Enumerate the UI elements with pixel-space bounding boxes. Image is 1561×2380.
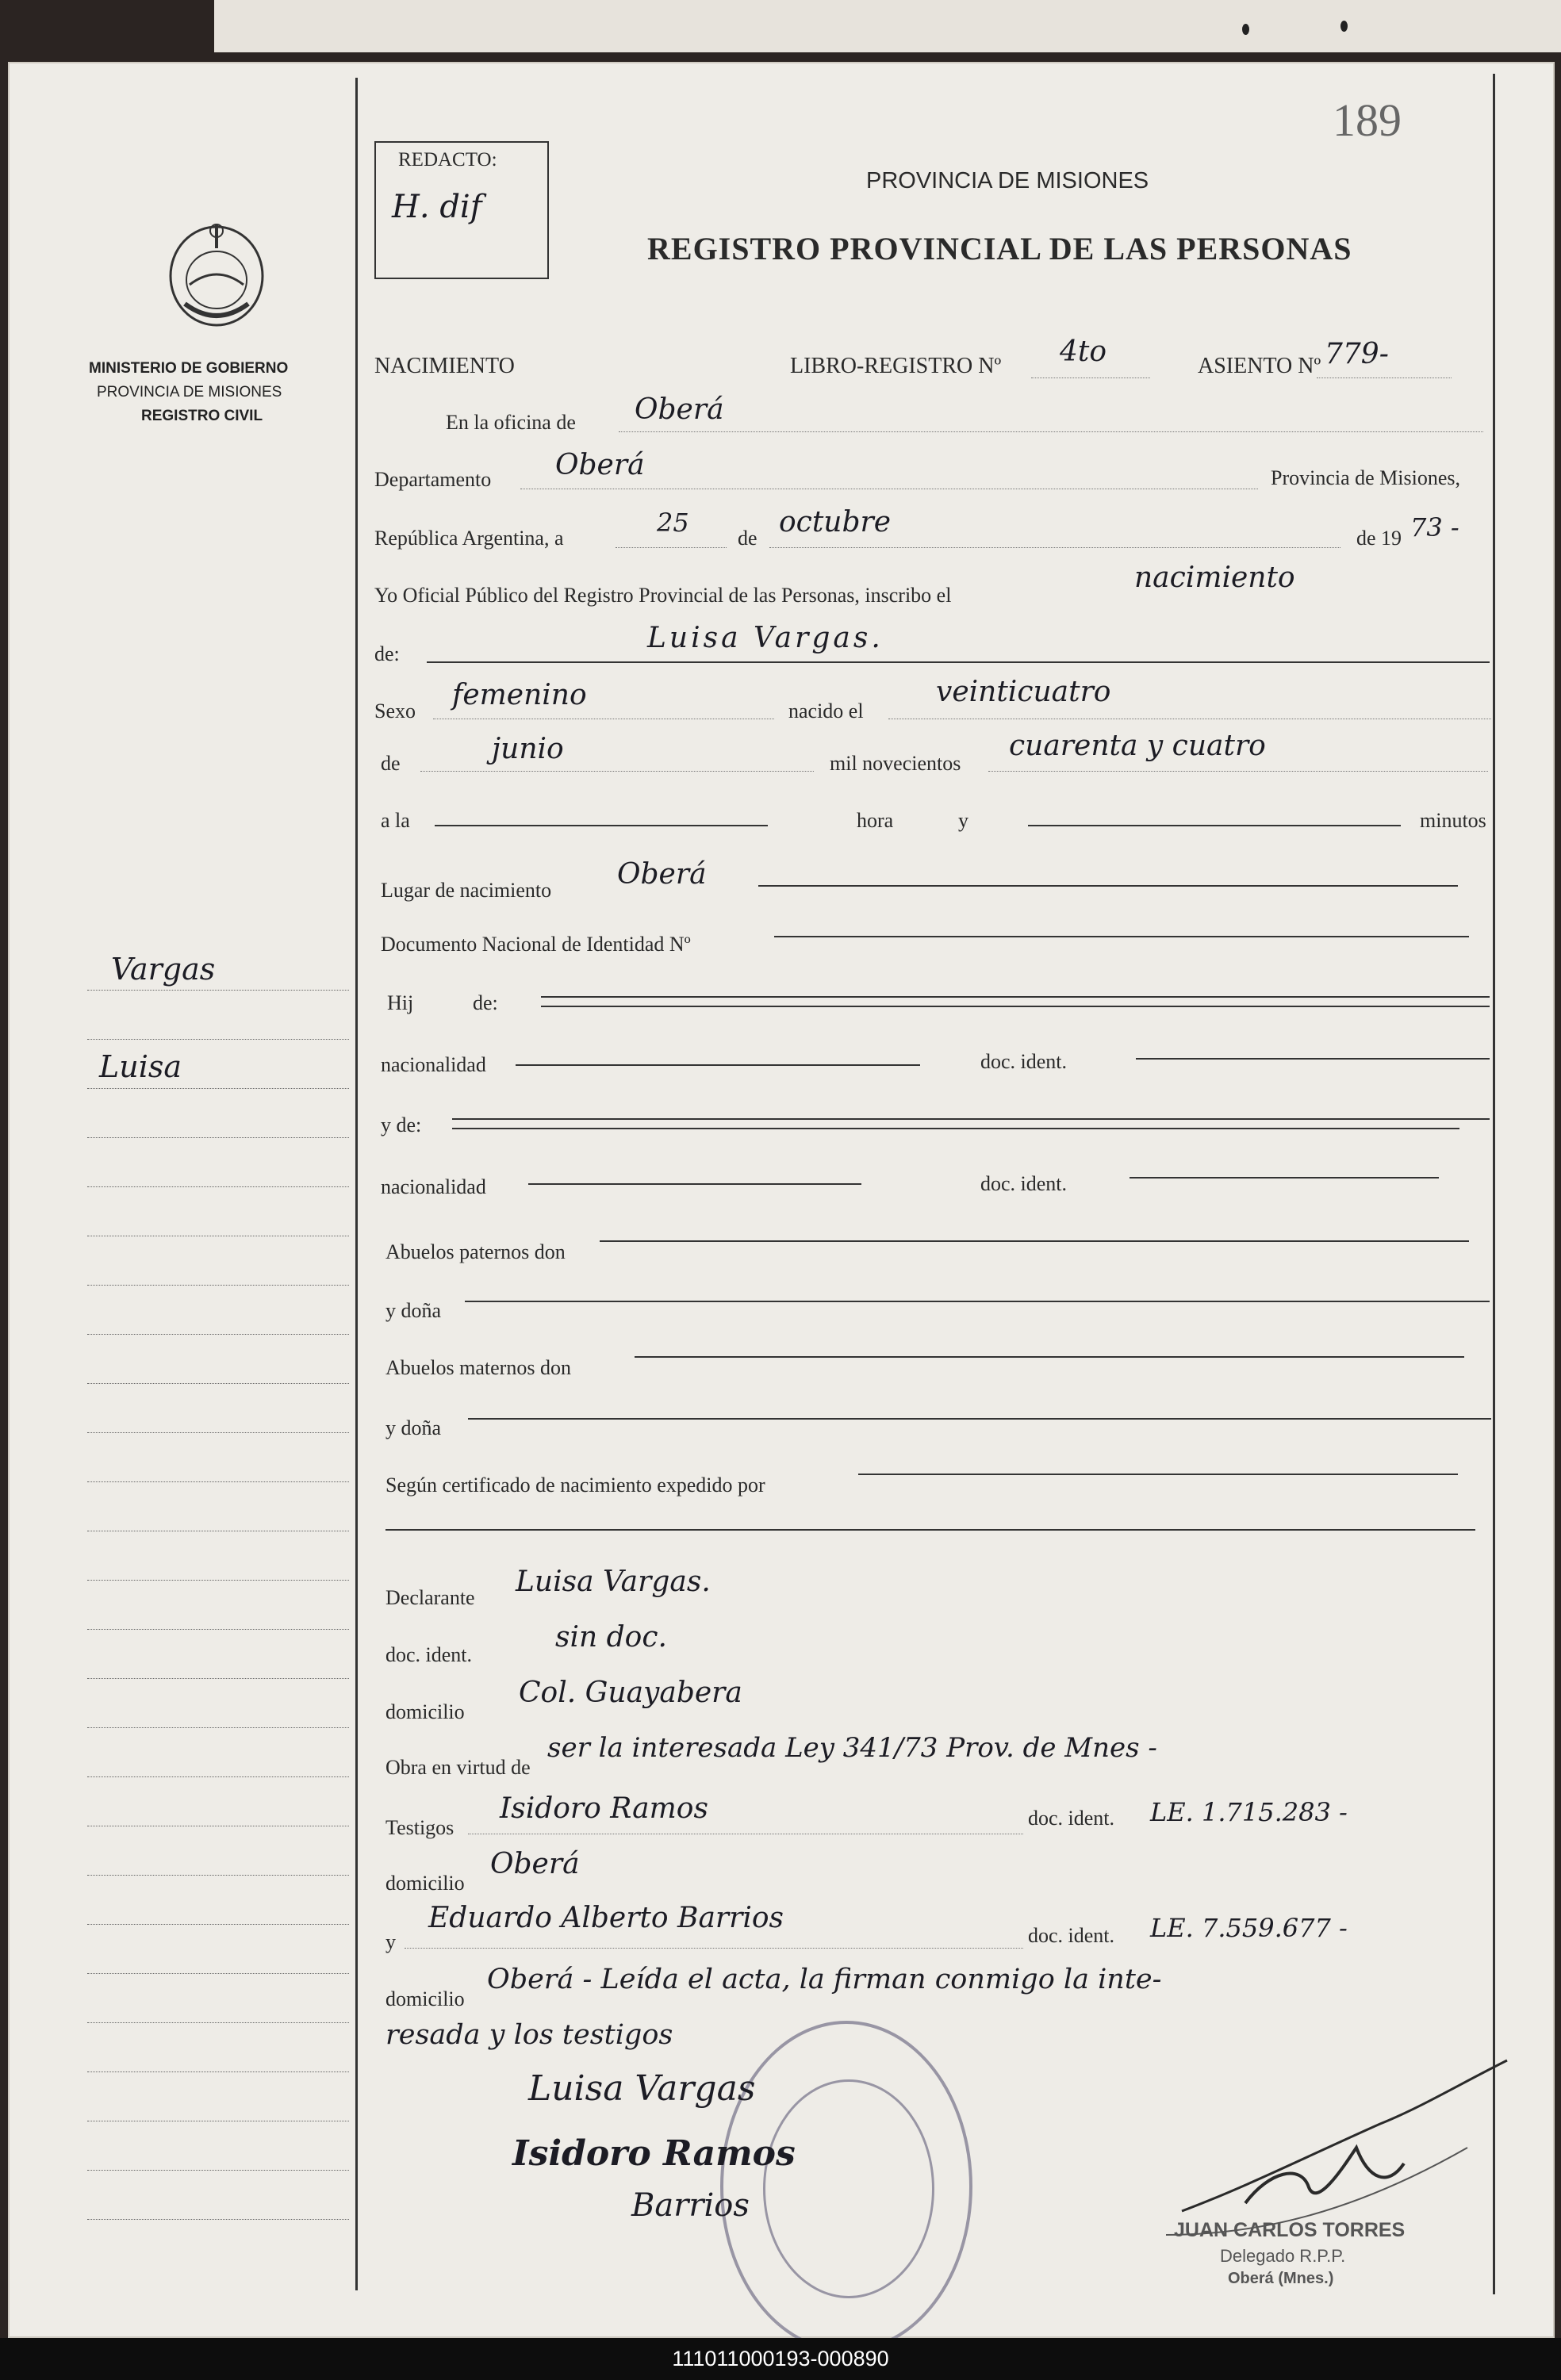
republica-label: República Argentina, a xyxy=(374,527,564,550)
doc-declarante-value: sin doc. xyxy=(555,1621,667,1654)
de-persona-label: de: xyxy=(374,642,400,665)
documento-label: Documento Nacional de Identidad Nº xyxy=(381,933,691,956)
testigo1-name: Isidoro Ramos xyxy=(500,1792,708,1825)
persona-value: Luisa Vargas. xyxy=(647,622,884,654)
nacionalidad-label: nacionalidad xyxy=(381,1053,486,1076)
lugar-value: Oberá xyxy=(617,858,707,891)
nacionalidad-label: nacionalidad xyxy=(381,1175,486,1198)
record-type: NACIMIENTO xyxy=(374,354,515,378)
segun-label: Según certificado de nacimiento expedido por xyxy=(385,1474,765,1497)
year-label: de 19 xyxy=(1356,527,1402,550)
inscribo-value: nacimiento xyxy=(1134,561,1295,594)
lugar-label: Lugar de nacimiento xyxy=(381,879,552,902)
nacido-value: veinticuatro xyxy=(936,676,1111,708)
testigo1-dom-label: domicilio xyxy=(385,1872,465,1895)
docident-label: doc. ident. xyxy=(980,1172,1068,1195)
header-title: REGISTRO PROVINCIAL DE LAS PERSONAS xyxy=(647,231,1352,266)
hijo-label: Hij xyxy=(387,991,414,1014)
hole-mark xyxy=(1242,24,1249,35)
de-label: de xyxy=(738,527,757,550)
hole-mark xyxy=(1340,21,1348,32)
testigo2-dom-label: domicilio xyxy=(385,1987,465,2010)
testigo1-doc-label: doc. ident. xyxy=(1028,1807,1115,1830)
ydona-label: y doña xyxy=(385,1416,442,1439)
asiento-label: ASIENTO Nº xyxy=(1198,354,1321,378)
ministry-label: MINISTERIO DE GOBIERNO xyxy=(89,360,289,377)
archive-id-bar: 111011000193-000890 xyxy=(0,2338,1561,2380)
y-label: y xyxy=(958,809,968,832)
sexo-label: Sexo xyxy=(374,699,416,722)
right-rule xyxy=(1493,74,1495,2294)
testigo2-name: Eduardo Alberto Barrios xyxy=(428,1902,784,1934)
redacto-box xyxy=(374,141,549,279)
anio-value: cuarenta y cuatro xyxy=(1009,730,1266,762)
sexo-value: femenino xyxy=(452,679,587,711)
provincial-crest-icon xyxy=(153,217,280,335)
mil-label: mil novecientos xyxy=(830,752,961,775)
margin-surname: Vargas xyxy=(111,952,216,987)
registry-label: REGISTRO CIVIL xyxy=(141,408,263,424)
departamento-label: Departamento xyxy=(374,468,492,491)
oficial-label: Yo Oficial Público del Registro Provincial de las Personas, inscribo el xyxy=(374,584,952,607)
testigo2-doc-label: doc. ident. xyxy=(1028,1924,1115,1947)
testigo1-doc: LE. 1.715.283 - xyxy=(1150,1797,1348,1827)
yde-label: y de: xyxy=(381,1113,422,1136)
mes-value: junio xyxy=(492,733,564,765)
ala-label: a la xyxy=(381,809,410,832)
nacido-label: nacido el xyxy=(788,699,864,722)
margin-name: Luisa xyxy=(99,1049,182,1084)
official-place: Oberá (Mnes.) xyxy=(1228,2270,1334,2287)
header-province: PROVINCIA DE MISIONES xyxy=(866,168,1149,194)
redacto-value: H. dif xyxy=(392,189,482,225)
registry-seal xyxy=(720,2021,972,2352)
libro-value: 4to xyxy=(1060,335,1107,368)
departamento-value: Oberá xyxy=(555,449,645,481)
testigos-label: Testigos xyxy=(385,1816,454,1839)
obra-label: Obra en virtud de xyxy=(385,1756,531,1779)
cierre-line2: resada y los testigos xyxy=(385,2019,673,2051)
page-number: 189 xyxy=(1333,94,1402,146)
day-value: 25 xyxy=(657,508,689,538)
register-page xyxy=(8,62,1555,2338)
declarante-label: Declarante xyxy=(385,1586,475,1609)
hora-label: hora xyxy=(857,809,894,832)
oficina-label: En la oficina de xyxy=(446,411,576,434)
hijo-de-label: de: xyxy=(473,991,498,1014)
testigo2-doc: LE. 7.559.677 - xyxy=(1150,1913,1348,1943)
province-label: PROVINCIA DE MISIONES xyxy=(97,384,282,400)
official-name: JUAN CARLOS TORRES xyxy=(1174,2219,1406,2241)
signature-declarante: Luisa Vargas xyxy=(528,2068,756,2109)
asiento-value: 779- xyxy=(1325,338,1389,370)
year-value: 73 - xyxy=(1410,512,1459,542)
margin-rule xyxy=(355,78,358,2290)
y-testigo-label: y xyxy=(385,1930,396,1953)
docident-label: doc. ident. xyxy=(980,1050,1068,1073)
ydona-label: y doña xyxy=(385,1299,442,1322)
obra-value: ser la interesada Ley 341/73 Prov. de Mnes - xyxy=(547,1732,1157,1764)
testigo1-dom: Oberá xyxy=(490,1848,580,1880)
libro-label: LIBRO-REGISTRO Nº xyxy=(790,354,1002,378)
minutos-label: minutos xyxy=(1420,809,1486,832)
signature-testigo2: Barrios xyxy=(631,2187,750,2224)
oficina-value: Oberá xyxy=(635,393,724,426)
redacto-label: REDACTO: xyxy=(398,149,497,171)
official-role: Delegado R.P.P. xyxy=(1220,2246,1346,2266)
domicilio-label: domicilio xyxy=(385,1700,465,1723)
month-value: octubre xyxy=(779,506,892,538)
abuelos-paternos-label: Abuelos paternos don xyxy=(385,1240,566,1263)
signature-testigo1: Isidoro Ramos xyxy=(512,2133,796,2174)
domicilio-value: Col. Guayabera xyxy=(519,1677,742,1709)
back-page-strip xyxy=(214,0,1561,52)
provincia-label: Provincia de Misiones, xyxy=(1271,466,1461,489)
doc-declarante-label: doc. ident. xyxy=(385,1643,473,1666)
cierre-line1: Oberá - Leída el acta, la firman conmigo la inte- xyxy=(487,1964,1162,1995)
abuelos-maternos-label: Abuelos maternos don xyxy=(385,1356,571,1379)
declarante-value: Luisa Vargas. xyxy=(516,1566,711,1598)
de-mes-label: de xyxy=(381,752,401,775)
